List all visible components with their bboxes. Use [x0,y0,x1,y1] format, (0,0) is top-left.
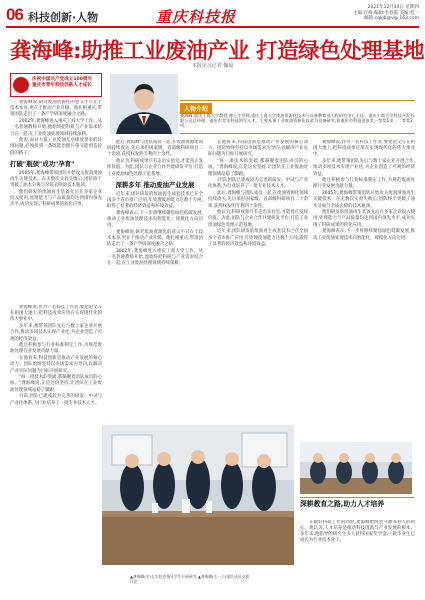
profile-text: 龚海峰,重庆工商大学教授,博士生导师,重庆工商大学废油资源化技术与设备教育部工程研究中心主任、重庆工商大学科技开发有限公司总经理。重庆市青年科技领军人才。主要从事工业废油资源化技术与设备研究,获重庆市科技进步奖一等奖1项、二等奖2项。 [180,113,415,129]
paragraph: 龚海峰说,作为一名科技工作者,要把论文写在祖国大地上,把科技成果应用在实现现代化的伟大事业中。 [10,305,102,323]
profile-tag: 人物介绍 [180,103,212,114]
paragraph: 2005年,龚海峰带领团队开始攻关废润滑油再生关键技术。在无数次实验失败后,团队终于突破了油水分离与杂质去除的技术瓶颈。 [313,191,415,209]
paragraph: 他认为,科研成果只有走出实验室,才能真正发挥价值。为此,团队与企业合作共建研发平台,打造工业废油绿色处理示范基地。 [107,159,203,177]
paragraph: 他说,面对大量工业废油无序排放带来的环境问题,必须找到一条既能治理污染又能创造价值的路子。 [10,138,102,156]
side-body [300,520,415,594]
editor-line: 主编:汪崎 编辑:李春霞 美编:程一 [353,10,419,16]
paragraph: "每一项技术的突破,都凝聚着团队成员的心血。"龚海峰说,正是这份坚持,让团队在工业废油处理领域站稳了脚跟。 [10,375,102,393]
badge-line-2: 重庆市青年科技创新人才成长 [32,83,92,88]
article-column-3 [208,140,308,422]
badge-text [32,77,102,89]
masthead: 重庆科技报 [156,8,237,26]
anniversary-badge [10,73,102,97]
headline: 龚海峰:助推工业废油产业 打造绿色处理基地 [10,39,425,64]
header-meta [315,5,419,22]
side-title: 深耕教育之路,助力人才培养 [300,500,385,508]
badge-line-1: 庆祝中国共产党成立100周年 [32,77,93,82]
paragraph: 他还积极参与行业标准制定工作,为规范废油处理行业发展贡献力量。 [313,178,415,190]
paragraph: 在做好科研工作的同时,龚海峰始终坚守教书育人的初心。他认为,人才培养是推动科技创新与产业发展的根本。多年来,他指导的研究生多人获得国家奖学金,一批毕业生已成长为行业技术骨干。 [300,520,415,543]
party-emblem-icon [13,77,29,93]
paragraph: 龚海峰说,研究废油资源化的意义不只在于技术本身,更在于推动产业升级。他扎根重庆,带领团队走出了一条产学研深度融合之路。 [107,229,203,248]
paragraph: 近年来,团队研发的废油再生成套技术已在全国多个省市推广应用,年处理废油能力达数十万吨,取得了显著的经济效益和环境效益。 [208,229,308,247]
contact-email: 邮箱:cqkjb@vip.163.com [364,16,419,22]
paragraph: 在他看来,科技创新是推动产业发展的核心动力。团队始终坚持以市场需求为导向,以解决产业实际问题为目标开展研究。 [208,140,308,158]
profile-photo [110,74,178,134]
paragraph: 他认为,科研成果只有走出实验室,才能真正发挥价值。为此,团队与企业合作共建研发平台,打造工业废油绿色处理示范基地。 [208,210,308,228]
paragraph: 龚海峰说,研究废油资源化的意义不只在于技术本身,更在于推动产业升级。他扎根重庆,带领团队走出了一条产学研深度融合之路。 [10,100,102,118]
paragraph: 此后,龚海峰与团队成员一起,在废油资源化领域持续攻关,先后承担国家级、省部级科研项目二十余项,获授权发明专利四十余件。 [107,140,203,158]
portrait-image [110,74,178,134]
paragraph: 目前,团队已建成较为完善的研发、中试与产业化体系,为行业培养了一批专业技术人才。 [208,178,308,190]
lab-image [102,425,294,565]
issue-date: 2021年12月14日 星期四 [367,5,419,10]
classroom-image [300,442,412,494]
page-header [6,4,419,28]
paragraph: "每一项技术的突破,都凝聚着团队成员的心血。"龚海峰说,正是这份坚持,让团队在工业废油处理领域站稳了脚跟。 [208,159,308,177]
paragraph: 他们研发的废油再生装备先后在多家企业投入使用,处理能力与产品质量均达到国内领先水平,成功实现了科研成果的转化应用。 [313,210,415,228]
paragraph: 龚海峰表示,下一步将继续聚焦绿色低碳发展,推动工业废油处理技术向智能化、规模化方向迈进。 [313,229,415,241]
photo-caption: ▲龚海峰(中)在实验室指导学生开展研究 ▲龚海峰(左一)与团队成员交流讨论 [130,574,250,584]
paragraph: 在他看来,科技创新是推动产业发展的核心动力。团队始终坚持以市场需求为导向,以解决产业实际问题为目标开展研究。 [10,356,102,374]
paragraph: 多年来,他带领团队先后与数十家企业开展合作,推动多项技术实现产业化,为企业创造了可观的经济效益。 [313,159,415,177]
paragraph: 多年来,他带领团队先后与数十家企业开展合作,推动多项技术实现产业化,为企业创造了可观的经济效益。 [10,324,102,342]
lab-photo [102,425,294,565]
section-name: 科技创新·人物 [28,11,99,24]
side-photo [300,442,412,494]
paragraph: 龚海峰说,作为一名科技工作者,要把论文写在祖国大地上,把科技成果应用在实现现代化的伟大事业中。 [313,140,415,158]
side-divider [300,497,415,498]
article-column-1-lower [10,305,102,593]
paragraph: 此后,龚海峰与团队成员一起,在废油资源化领域持续攻关,先后承担国家级、省部级科研项目二十余项,获授权发明专利四十余件。 [208,191,308,209]
paragraph: 他们研发的废油再生装备先后在多家企业投入使用,处理能力与产品质量均达到国内领先水平,成功实现了科研成果的转化应用。 [10,189,102,208]
paragraph: 2002年,龚海峰进入重庆工商大学工作。从一名普通教师开始,他始终把科研与产业需求结合在一起,在工业废油处理领域持续深耕。 [107,249,203,267]
byline: 本报见习记者 魏晨 [191,63,234,69]
article-column-1 [10,100,102,300]
paragraph: 他还积极参与行业标准制定工作,为规范废油处理行业发展贡献力量。 [10,343,102,355]
subheading: 深耕多年 推动废油产业发展 [115,180,195,189]
page-number: 06 [6,5,23,24]
subheading: 打破"瓶颈"成功"孕育" [10,159,75,168]
paragraph: 目前,团队已建成较为完善的研发、中试与产业化体系,为行业培养了一批专业技术人才。 [10,394,102,406]
paragraph: 2005年,龚海峰带领团队开始攻关废润滑油再生关键技术。在无数次实验失败后,团队终于突破了油水分离与杂质去除的技术瓶颈。 [10,170,102,189]
paragraph: 龚海峰表示,下一步将继续聚焦绿色低碳发展,推动工业废油处理技术向智能化、规模化方向迈进。 [107,210,203,229]
paragraph: 近年来,团队研发的废油再生成套技术已在全国多个省市推广应用,年处理废油能力达数十万吨,取得了显著的经济效益和环境效益。 [107,191,203,210]
article-column-2 [107,140,203,422]
profile-box [180,100,415,134]
article-column-4 [313,140,415,436]
paragraph: 2002年,龚海峰进入重庆工商大学工作。从一名普通教师开始,他始终把科研与产业需求结合在一起,在工业废油处理领域持续深耕。 [10,119,102,137]
